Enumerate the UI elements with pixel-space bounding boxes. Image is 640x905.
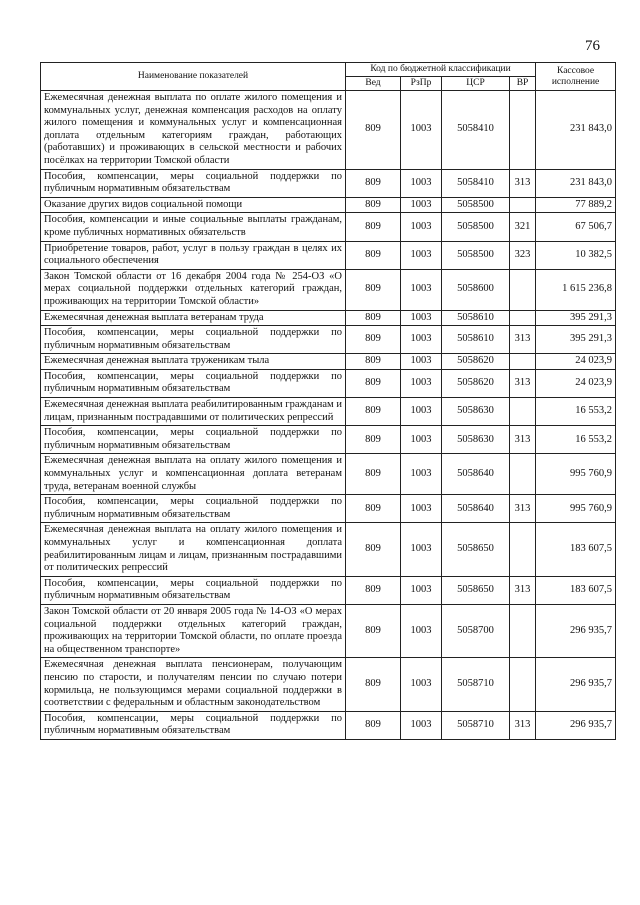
cell-ved: 809	[346, 91, 401, 170]
cell-csr: 5058610	[442, 326, 510, 354]
header-name: Наименование показателей	[41, 63, 346, 91]
table-row	[41, 658, 616, 711]
cell-ved: 809	[346, 658, 401, 711]
cell-vr: 313	[510, 711, 536, 739]
cell-vr	[510, 604, 536, 657]
cell-rzpr: 1003	[401, 213, 442, 241]
cell-rzpr: 1003	[401, 91, 442, 170]
cell-ved: 809	[346, 169, 401, 197]
cell-vr	[510, 658, 536, 711]
cell-amount: 296 935,7	[536, 658, 616, 711]
cell-name: Пособия, компенсации, меры социальной поддержки по публичным нормативным обязательствам	[41, 495, 346, 523]
cell-name: Ежемесячная денежная выплата на оплату жилого помещения и коммунальных услуг и компенсационная доплата ветеранам труда, ветеранам военной службы	[41, 454, 346, 495]
cell-ved: 809	[346, 310, 401, 326]
cell-amount: 183 607,5	[536, 576, 616, 604]
cell-vr	[510, 269, 536, 310]
cell-csr: 5058500	[442, 213, 510, 241]
table-row	[41, 213, 616, 241]
cell-csr: 5058710	[442, 658, 510, 711]
cell-csr: 5058500	[442, 197, 510, 213]
header-amount: Кассовое исполнение	[536, 63, 616, 91]
header-code-group: Код по бюджетной классификации	[346, 63, 536, 77]
cell-vr	[510, 523, 536, 576]
cell-vr: 313	[510, 369, 536, 397]
cell-name: Пособия, компенсации, меры социальной поддержки по публичным нормативным обязательствам	[41, 369, 346, 397]
cell-amount: 24 023,9	[536, 369, 616, 397]
cell-csr: 5058620	[442, 369, 510, 397]
cell-csr: 5058650	[442, 523, 510, 576]
cell-rzpr: 1003	[401, 354, 442, 370]
cell-ved: 809	[346, 576, 401, 604]
table-row	[41, 495, 616, 523]
table-row	[41, 310, 616, 326]
cell-rzpr: 1003	[401, 369, 442, 397]
cell-amount: 1 615 236,8	[536, 269, 616, 310]
cell-csr: 5058640	[442, 454, 510, 495]
cell-ved: 809	[346, 398, 401, 426]
cell-name: Оказание других видов социальной помощи	[41, 197, 346, 213]
cell-rzpr: 1003	[401, 523, 442, 576]
cell-amount: 395 291,3	[536, 326, 616, 354]
cell-csr: 5058500	[442, 241, 510, 269]
cell-csr: 5058610	[442, 310, 510, 326]
cell-csr: 5058630	[442, 426, 510, 454]
header-csr: ЦСР	[442, 77, 510, 91]
cell-name: Ежемесячная денежная выплата на оплату жилого помещения и коммунальных услуг и компенсационная доплата реабилитированным лицам и лицам, признанным пострадавшими от политических репрессий	[41, 523, 346, 576]
cell-amount: 16 553,2	[536, 398, 616, 426]
cell-rzpr: 1003	[401, 310, 442, 326]
cell-name: Ежемесячная денежная выплата ветеранам труда	[41, 310, 346, 326]
cell-vr: 313	[510, 326, 536, 354]
cell-vr: 313	[510, 576, 536, 604]
cell-amount: 296 935,7	[536, 711, 616, 739]
cell-rzpr: 1003	[401, 576, 442, 604]
table-row	[41, 576, 616, 604]
table-row	[41, 197, 616, 213]
cell-name: Пособия, компенсации и иные социальные выплаты гражданам, кроме публичных нормативных обязательств	[41, 213, 346, 241]
cell-ved: 809	[346, 495, 401, 523]
cell-ved: 809	[346, 426, 401, 454]
cell-amount: 77 889,2	[536, 197, 616, 213]
table-row	[41, 91, 616, 170]
cell-rzpr: 1003	[401, 169, 442, 197]
cell-vr	[510, 454, 536, 495]
cell-csr: 5058410	[442, 169, 510, 197]
cell-name: Ежемесячная денежная выплата труженикам тыла	[41, 354, 346, 370]
table-row	[41, 426, 616, 454]
cell-ved: 809	[346, 454, 401, 495]
cell-rzpr: 1003	[401, 604, 442, 657]
cell-ved: 809	[346, 197, 401, 213]
cell-name: Ежемесячная денежная выплата по оплате жилого помещения и коммунальных услуг, денежная компенсация расходов на оплату жилого помещения и коммунальных услуг и компенсационная доплата отдельным категориям граждан, работающих (работавших) и проживающих в сельской местности и рабочих посёлках на территории Томской области	[41, 91, 346, 170]
cell-amount: 231 843,0	[536, 91, 616, 170]
cell-rzpr: 1003	[401, 658, 442, 711]
cell-rzpr: 1003	[401, 197, 442, 213]
cell-csr: 5058410	[442, 91, 510, 170]
table-row	[41, 369, 616, 397]
cell-name: Пособия, компенсации, меры социальной поддержки по публичным нормативным обязательствам	[41, 576, 346, 604]
header-vr: ВР	[510, 77, 536, 91]
cell-amount: 16 553,2	[536, 426, 616, 454]
cell-amount: 231 843,0	[536, 169, 616, 197]
cell-ved: 809	[346, 269, 401, 310]
header-ved: Вед	[346, 77, 401, 91]
cell-vr: 313	[510, 169, 536, 197]
cell-name: Пособия, компенсации, меры социальной поддержки по публичным нормативным обязательствам	[41, 169, 346, 197]
header-rzpr: РзПр	[401, 77, 442, 91]
cell-ved: 809	[346, 213, 401, 241]
cell-name: Закон Томской области от 20 января 2005 года № 14-ОЗ «О мерах социальной поддержки отдельных категорий граждан, проживающих на территории Томской области, по оплате проезда на общественном транспорте»	[41, 604, 346, 657]
table-row	[41, 604, 616, 657]
cell-amount: 395 291,3	[536, 310, 616, 326]
cell-csr: 5058630	[442, 398, 510, 426]
cell-ved: 809	[346, 604, 401, 657]
page-number: 76	[585, 38, 600, 54]
cell-amount: 67 506,7	[536, 213, 616, 241]
cell-name: Закон Томской области от 16 декабря 2004 года № 254-ОЗ «О мерах социальной поддержки отдельных категорий граждан, проживающих на территории Томской области»	[41, 269, 346, 310]
cell-name: Пособия, компенсации, меры социальной поддержки по публичным нормативным обязательствам	[41, 326, 346, 354]
cell-rzpr: 1003	[401, 269, 442, 310]
table-row	[41, 398, 616, 426]
cell-vr	[510, 91, 536, 170]
cell-csr: 5058710	[442, 711, 510, 739]
table-row	[41, 269, 616, 310]
cell-name: Приобретение товаров, работ, услуг в пользу граждан в целях их социального обеспечения	[41, 241, 346, 269]
cell-ved: 809	[346, 711, 401, 739]
cell-rzpr: 1003	[401, 398, 442, 426]
cell-vr: 313	[510, 495, 536, 523]
cell-rzpr: 1003	[401, 326, 442, 354]
cell-vr	[510, 398, 536, 426]
table-row	[41, 326, 616, 354]
cell-csr: 5058640	[442, 495, 510, 523]
table-row	[41, 523, 616, 576]
cell-csr: 5058620	[442, 354, 510, 370]
cell-name: Ежемесячная денежная выплата реабилитированным гражданам и лицам, признанным пострадавшими от политических репрессий	[41, 398, 346, 426]
cell-ved: 809	[346, 326, 401, 354]
cell-vr: 313	[510, 426, 536, 454]
cell-rzpr: 1003	[401, 495, 442, 523]
cell-ved: 809	[346, 354, 401, 370]
table-row	[41, 169, 616, 197]
table-row	[41, 711, 616, 739]
table-row	[41, 454, 616, 495]
cell-rzpr: 1003	[401, 426, 442, 454]
cell-amount: 10 382,5	[536, 241, 616, 269]
cell-ved: 809	[346, 369, 401, 397]
cell-amount: 183 607,5	[536, 523, 616, 576]
table-row	[41, 241, 616, 269]
cell-ved: 809	[346, 241, 401, 269]
cell-amount: 995 760,9	[536, 454, 616, 495]
cell-vr: 323	[510, 241, 536, 269]
cell-name: Ежемесячная денежная выплата пенсионерам, получающим пенсию по старости, и получателям пенсии по случаю потери кормильца, не пользующимся мерами социальной поддержки в соответствии с федеральным и областным законодательством	[41, 658, 346, 711]
cell-vr	[510, 354, 536, 370]
cell-vr	[510, 197, 536, 213]
cell-amount: 24 023,9	[536, 354, 616, 370]
cell-amount: 296 935,7	[536, 604, 616, 657]
cell-csr: 5058600	[442, 269, 510, 310]
cell-csr: 5058650	[442, 576, 510, 604]
cell-csr: 5058700	[442, 604, 510, 657]
cell-ved: 809	[346, 523, 401, 576]
cell-rzpr: 1003	[401, 711, 442, 739]
budget-table	[40, 62, 616, 740]
cell-rzpr: 1003	[401, 454, 442, 495]
cell-name: Пособия, компенсации, меры социальной поддержки по публичным нормативным обязательствам	[41, 426, 346, 454]
table-header	[41, 63, 616, 91]
cell-rzpr: 1003	[401, 241, 442, 269]
cell-name: Пособия, компенсации, меры социальной поддержки по публичным нормативным обязательствам	[41, 711, 346, 739]
cell-vr	[510, 310, 536, 326]
cell-vr: 321	[510, 213, 536, 241]
table-row	[41, 354, 616, 370]
table-body	[41, 91, 616, 740]
cell-amount: 995 760,9	[536, 495, 616, 523]
